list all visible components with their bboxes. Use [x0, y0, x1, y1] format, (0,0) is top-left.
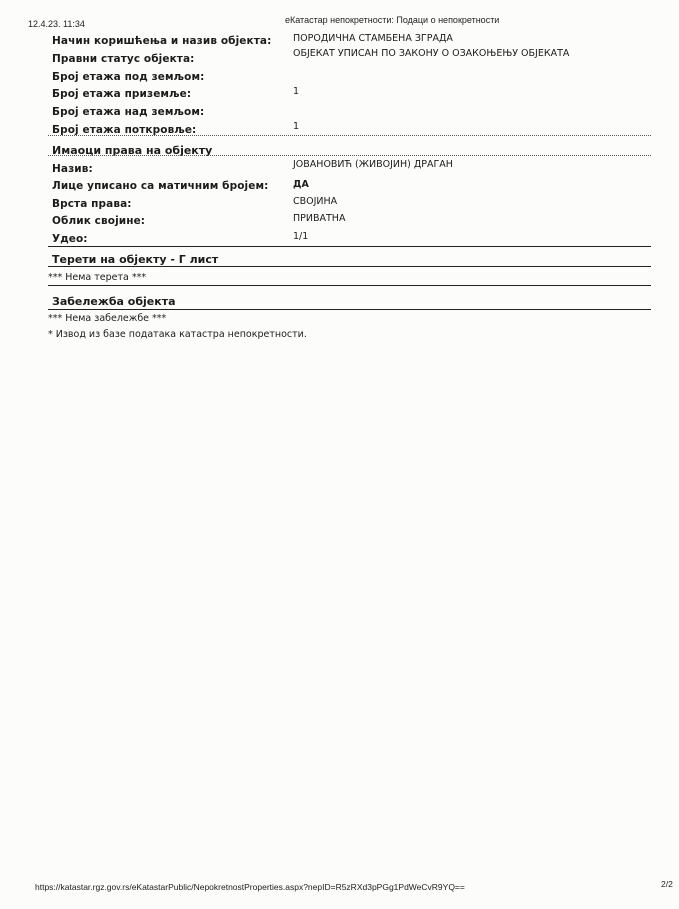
footer-url: https://katastar.rgz.gov.rs/eKatastarPublic/NepokretnostProperties.aspx?nepID=R5zRXd3pPGg1PdWeCvR9YQ==: [35, 882, 465, 892]
divider: [48, 309, 651, 310]
owner-name-label: Назив:: [52, 163, 93, 175]
floors-ground-value: 1: [293, 86, 300, 97]
share-label: Удео:: [52, 233, 88, 245]
divider: [48, 135, 651, 136]
encumbrances-section-title: Терети на објекту - Г лист: [52, 253, 219, 266]
divider: [48, 246, 651, 247]
land-use-value: ПОРОДИЧНА СТАМБЕНА ЗГРАДА: [293, 33, 453, 44]
right-type-value: СВОЈИНА: [293, 196, 338, 207]
divider: [48, 155, 651, 156]
page-number: 2/2: [661, 879, 673, 889]
annotations-note: *** Нема забележбе ***: [48, 313, 167, 324]
legal-status-value: ОБЈЕКАТ УПИСАН ПО ЗАКОНУ О ОЗАКОЊЕЊУ ОБЈЕКАТА: [293, 48, 570, 59]
registered-id-label: Лице уписано са матичним бројем:: [52, 180, 269, 192]
owner-name-value: ЈОВАНОВИЋ (ЖИВОЈИН) ДРАГАН: [293, 159, 453, 170]
floors-attic-value: 1: [293, 121, 300, 132]
owners-section-title: Имаоци права на објекту: [52, 144, 213, 157]
divider: [48, 266, 651, 267]
encumbrances-note: *** Нема терета ***: [48, 272, 147, 283]
legal-status-label: Правни статус објекта:: [52, 53, 195, 65]
floors-above-label: Број етажа над земљом:: [52, 106, 205, 118]
ownership-form-value: ПРИВАТНА: [293, 213, 346, 224]
divider: [48, 285, 651, 286]
floors-attic-label: Број етажа поткровље:: [52, 124, 197, 136]
right-type-label: Врста права:: [52, 198, 132, 210]
floors-ground-label: Број етажа приземље:: [52, 88, 192, 100]
ownership-form-label: Облик својине:: [52, 215, 146, 227]
share-value: 1/1: [293, 231, 309, 242]
disclaimer: * Извод из базе података катастра непокретности.: [48, 329, 307, 340]
print-datetime: 12.4.23. 11:34: [28, 19, 85, 29]
annotations-section-title: Забележба објекта: [52, 295, 176, 308]
land-use-label: Начин коришћења и назив објекта:: [52, 35, 272, 47]
floors-underground-label: Број етажа под земљом:: [52, 71, 205, 83]
page-header-title: еКатастар непокретности: Подаци о непокретности: [285, 15, 500, 25]
registered-id-value: ДА: [293, 179, 309, 190]
